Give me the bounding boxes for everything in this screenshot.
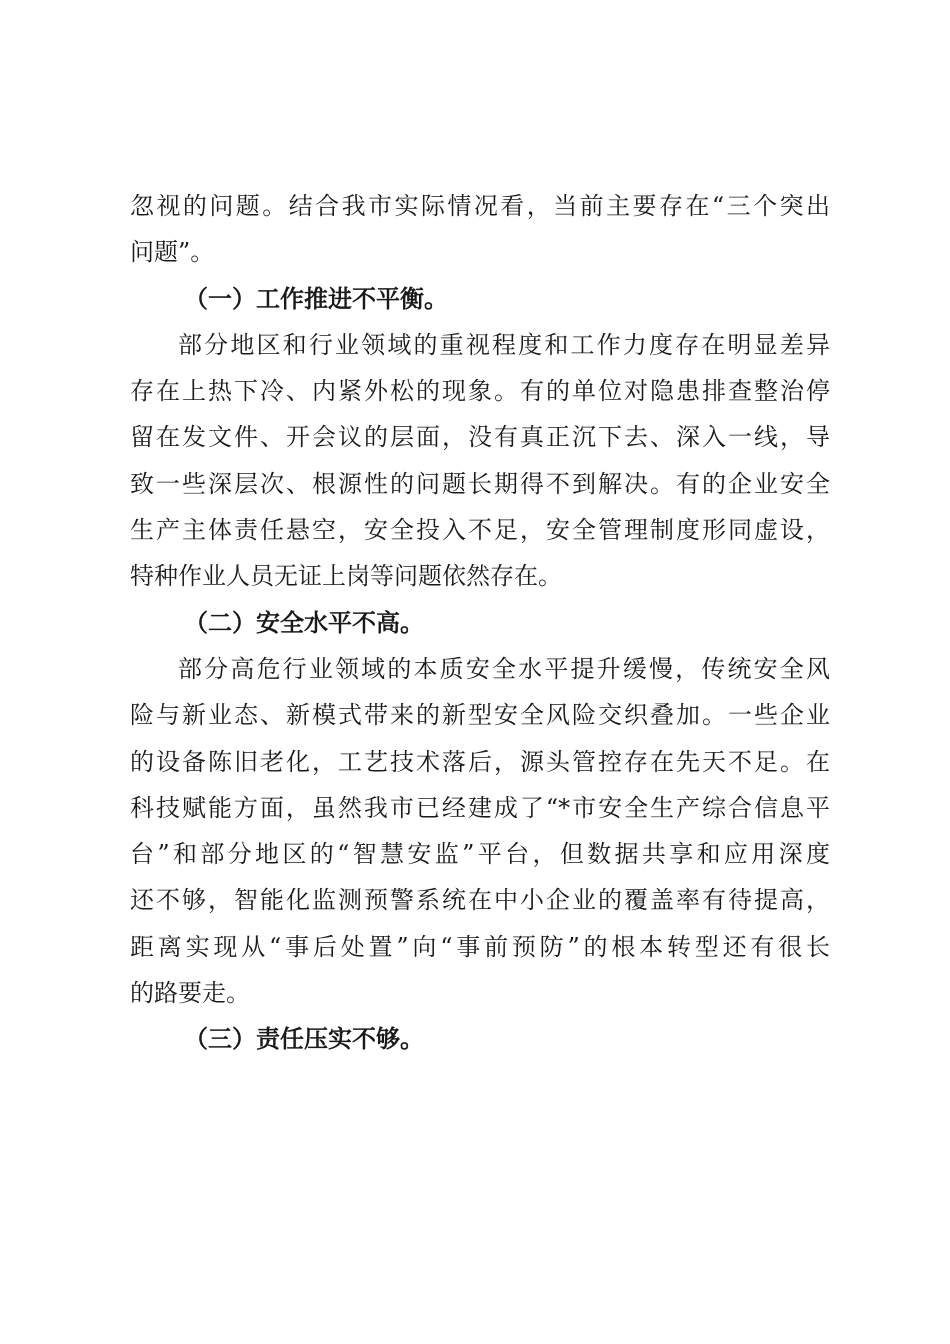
text-line: 的设备陈旧老化，工艺技术落后，源头管控存在先天不足。在 xyxy=(130,747,830,776)
text-line: 致一些深层次、根源性的问题长期得不到解决。有的企业安全 xyxy=(130,469,830,498)
text-line: 部分地区和行业领域的重视程度和工作力度存在明显差异 xyxy=(178,330,830,359)
heading-text: （三）责任压实不够。 xyxy=(184,1025,424,1054)
text-line: 还不够，智能化监测预警系统在中小企业的覆盖率有待提高， xyxy=(130,886,830,915)
text-line: 留在发文件、开会议的层面，没有真正沉下去、深入一线，导 xyxy=(130,423,830,452)
text-line: 台”和部分地区的“智慧安监”平台，但数据共享和应用深度 xyxy=(130,840,830,869)
section-heading xyxy=(130,1016,830,1062)
text-line: 距离实现从“事后处置”向“事前预防”的根本转型还有很长 xyxy=(130,932,830,961)
text-line: 科技赋能方面，虽然我市已经建成了“*市安全生产综合信息平 xyxy=(130,793,830,822)
section-heading xyxy=(130,600,830,646)
paragraph xyxy=(130,646,830,1016)
text-line: 问题”。 xyxy=(130,238,215,267)
section-heading xyxy=(130,276,830,322)
heading-text: （一）工作推进不平衡。 xyxy=(184,284,448,313)
text-line: 的路要走。 xyxy=(130,979,250,1008)
paragraph xyxy=(130,183,830,276)
text-line: 险与新业态、新模式带来的新型安全风险交织叠加。一些企业 xyxy=(130,701,830,730)
text-line: 忽视的问题。结合我市实际情况看，当前主要存在“三个突出 xyxy=(130,192,830,220)
heading-text: （二）安全水平不高。 xyxy=(184,608,424,637)
text-line: 特种作业人员无证上岗等问题依然存在。 xyxy=(130,562,562,591)
paragraph xyxy=(130,322,830,600)
text-line: 部分高危行业领域的本质安全水平提升缓慢，传统安全风 xyxy=(178,654,830,683)
document-body xyxy=(130,183,830,1063)
text-line: 生产主体责任悬空，安全投入不足，安全管理制度形同虚设， xyxy=(130,516,830,545)
text-line: 存在上热下冷、内紧外松的现象。有的单位对隐患排查整治停 xyxy=(130,377,830,406)
